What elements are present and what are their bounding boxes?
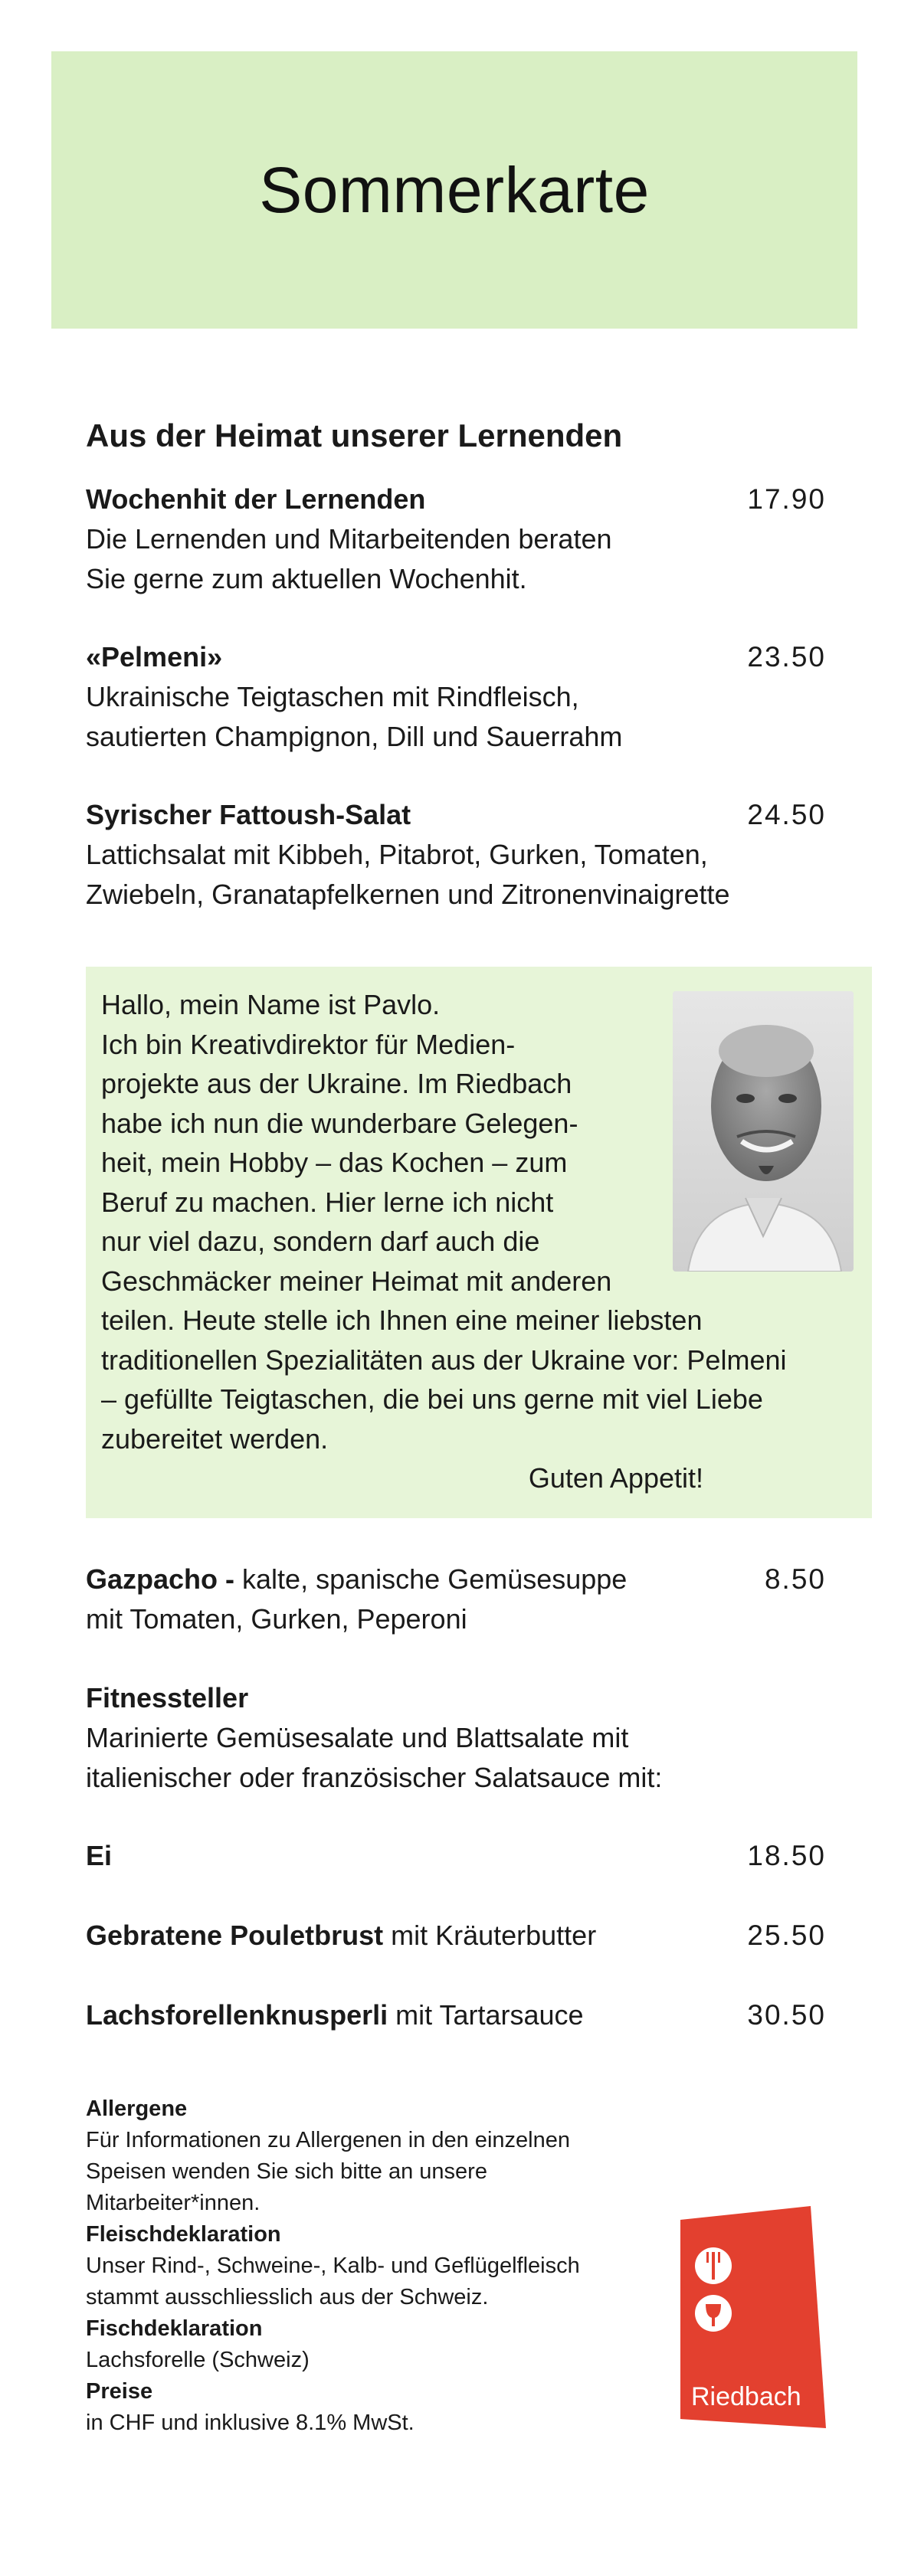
signoff: Guten Appetit! [528,1462,703,1494]
option-name: Lachsforellenknusperli [86,1999,388,2031]
dish-fattoush [86,795,826,915]
dish-wochenhit [86,480,826,599]
option-pouletbrust [86,1916,826,1956]
option-name-wrap [86,1916,596,1956]
dish-name-wrap [86,1560,627,1599]
dish-name: Syrischer Fattoush-Salat [86,799,411,830]
fisch-text: Lachsforelle (Schweiz) [86,2348,310,2372]
dish-price: 8.50 [764,1563,826,1595]
dish-price: 24.50 [747,799,826,830]
option-name: Ei [86,1840,113,1871]
wine-glass-icon [695,2295,732,2332]
chef-photo [673,991,854,1272]
dish-name: Gazpacho - [86,1563,235,1595]
dish-price: 23.50 [747,641,826,673]
option-price: 18.50 [747,1840,826,1871]
page-title: Sommerkarte [259,153,650,226]
allergene-text: Für Informationen zu Allergenen in den einzelnen Speisen wenden Sie sich bitte an unsere Mitarbeiter*innen. [86,2128,570,2215]
logo-text: Riedbach [691,2382,801,2411]
allergene-heading: Allergene [86,2096,188,2121]
dish-name: Fitnessteller [86,1682,249,1714]
fleisch-heading: Fleischdeklaration [86,2222,281,2247]
option-name-wrap [86,1995,584,2035]
dish-name: Wochenhit der Lernenden [86,483,426,515]
preise-text: in CHF und inklusive 8.1% MwSt. [86,2411,415,2435]
dish-pelmeni [86,637,826,757]
option-lachsforelle [86,1995,826,2035]
dish-fitnessteller [86,1678,826,1798]
option-price: 30.50 [747,1999,826,2031]
option-name-wrap [86,1836,112,1876]
chef-intro-box [86,967,872,1518]
fleisch-text: Unser Rind-, Schweine-, Kalb- und Geflügelfleisch stammt ausschliesslich aus der Schweiz. [86,2254,580,2309]
option-extra: mit Tartarsauce [388,1999,584,2031]
chef-intro-text: Hallo, mein Name ist Pavlo. Ich bin Kreativdirektor für Medien- projekte aus der Ukraine. Im Riedbach habe ich nun die wunderbare Gelegen- heit, mein Hobby – das Kochen – zum Beruf zu machen. Hier lerne ich nicht nur viel dazu, sondern darf auch die Geschmäcker meiner Heimat mit anderen teilen. Heute stelle ich Ihnen eine meiner liebsten traditionellen Spezialitäten aus der Ukraine vor: Pelmeni – gefüllte Teigtaschen, die bei uns gerne mit viel Liebe zubereitet werden. [101,989,787,1455]
section-title: Aus der Heimat unserer Lernenden [86,417,623,453]
dish-price: 17.90 [747,483,826,515]
title-banner [51,51,857,329]
option-name: Gebratene Pouletbrust [86,1920,384,1951]
dish-description: Die Lernenden und Mitarbeitenden beraten Sie gerne zum aktuellen Wochenhit. [86,523,612,594]
fisch-heading: Fischdeklaration [86,2316,263,2341]
option-extra: mit Kräuterbutter [383,1920,597,1951]
option-ei [86,1836,826,1876]
dish-description: mit Tomaten, Gurken, Peperoni [86,1603,467,1635]
footer-info [86,2093,653,2439]
dish-name: «Pelmeni» [86,641,223,673]
dish-description: Ukrainische Teigtaschen mit Rindfleisch, sautierten Champignon, Dill und Sauerrahm [86,681,623,752]
preise-heading: Preise [86,2379,153,2404]
dish-description: Lattichsalat mit Kibbeh, Pitabrot, Gurken, Tomaten, Zwiebeln, Granatapfelkernen und Zitronenvinaigrette [86,839,730,910]
dish-description: Marinierte Gemüsesalate und Blattsalate mit italienischer oder französischer Salatsauce mit: [86,1722,663,1793]
dish-gazpacho [86,1560,826,1639]
fork-icon [695,2247,732,2284]
option-price: 25.50 [747,1920,826,1951]
dish-subtitle: kalte, spanische Gemüsesuppe [234,1563,628,1595]
riedbach-logo [680,2206,826,2428]
